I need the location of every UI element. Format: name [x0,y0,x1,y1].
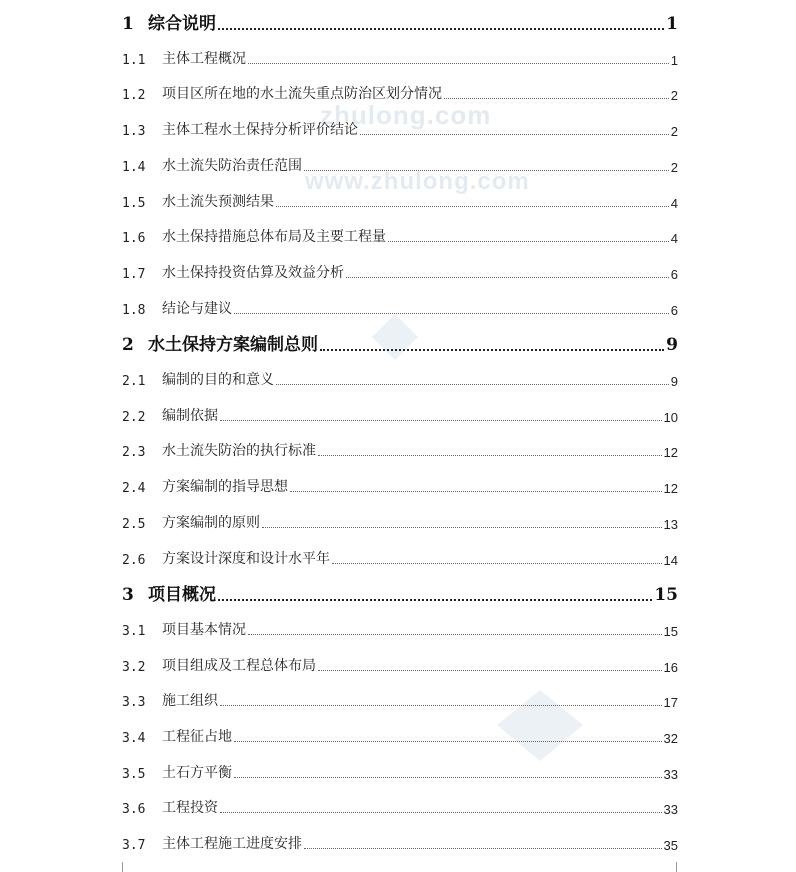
toc-title: 水土流失预测结果 [162,194,274,210]
toc-number: 3.5 [122,767,146,782]
toc-dot-leader [332,563,662,564]
toc-number: 3.3 [122,695,146,710]
toc-section-row[interactable] [122,298,678,318]
toc-section-row[interactable] [122,155,678,175]
toc-page-number: 9 [666,335,678,355]
toc-number: 3 [122,585,134,605]
toc-number: 3.2 [122,660,146,675]
toc-section-row[interactable] [122,119,678,139]
toc-title: 项目基本情况 [162,622,246,638]
toc-page-number: 35 [663,838,678,853]
toc-number: 2.4 [122,481,146,496]
toc-title: 主体工程施工进度安排 [162,836,302,852]
watermark-text-2: www.zhulong.com [305,168,530,195]
toc-dot-leader [218,599,652,601]
toc-number: 2.5 [122,517,146,532]
toc-title: 项目组成及工程总体布局 [162,658,316,674]
toc-number: 3.6 [122,802,146,817]
toc-dot-leader [234,313,669,314]
toc-title: 方案设计深度和设计水平年 [162,551,330,567]
toc-dot-leader [360,134,669,135]
toc-number: 1.6 [122,231,146,246]
toc-chapter-row[interactable] [122,333,678,355]
toc-title: 综合说明 [148,14,216,34]
toc-title: 主体工程概况 [162,51,246,67]
toc-dot-leader [276,384,669,385]
toc-page-number: 33 [663,802,678,817]
toc-number: 1.2 [122,88,146,103]
toc-page-number: 16 [663,660,678,675]
toc-number: 2.2 [122,410,146,425]
toc-title: 水土保持投资估算及效益分析 [162,265,344,281]
toc-title: 施工组织 [162,693,218,709]
toc-section-row[interactable] [122,226,678,246]
toc-dot-leader [248,63,669,64]
toc-title: 编制的目的和意义 [162,372,274,388]
toc-page-number: 9 [670,374,678,389]
toc-number: 1.1 [122,53,146,68]
toc-page-number: 10 [663,410,678,425]
toc-page-number: 6 [670,303,678,318]
toc-page-number: 15 [663,624,678,639]
toc-dot-leader [220,705,662,706]
toc-title: 项目概况 [148,585,216,605]
toc-number: 1 [122,14,134,34]
toc-title: 工程征占地 [162,729,232,745]
toc-section-row[interactable] [122,512,678,532]
toc-section-row[interactable] [122,369,678,389]
toc-dot-leader [248,634,662,635]
toc-dot-leader [318,455,662,456]
toc-number: 2 [122,335,134,355]
toc-title: 方案编制的原则 [162,515,260,531]
toc-section-row[interactable] [122,476,678,496]
toc-title: 水土流失防治责任范围 [162,158,302,174]
toc-title: 水土保持方案编制总则 [148,335,318,355]
toc-number: 3.7 [122,838,146,853]
toc-section-row[interactable] [122,440,678,460]
toc-dot-leader [290,491,662,492]
toc-dot-leader [304,848,662,849]
toc-page-number: 15 [654,585,678,605]
toc-page-number: 2 [670,88,678,103]
toc-page-number: 13 [663,517,678,532]
toc-title: 主体工程水土保持分析评价结论 [162,122,358,138]
toc-page-number: 4 [670,231,678,246]
toc-title: 方案编制的指导思想 [162,479,288,495]
toc-dot-leader [304,170,669,171]
toc-section-row[interactable] [122,833,678,853]
toc-number: 1.5 [122,196,146,211]
toc-section-row[interactable] [122,655,678,675]
toc-number: 3.4 [122,731,146,746]
toc-section-row[interactable] [122,262,678,282]
toc-section-row[interactable] [122,762,678,782]
toc-dot-leader [234,777,662,778]
toc-section-row[interactable] [122,405,678,425]
toc-title: 工程投资 [162,800,218,816]
toc-chapter-row[interactable] [122,12,678,34]
crop-mark-left [100,862,123,872]
toc-title: 结论与建议 [162,301,232,317]
toc-page-number: 4 [670,196,678,211]
toc-number: 2.6 [122,553,146,568]
toc-page-number: 14 [663,553,678,568]
toc-dot-leader [388,241,669,242]
toc-page-number: 32 [663,731,678,746]
toc-dot-leader [346,277,669,278]
crop-mark-right [676,862,699,872]
toc-section-row[interactable] [122,83,678,103]
toc-section-row[interactable] [122,690,678,710]
watermark-text-1: zhulong.com [320,100,492,130]
toc-number: 3.1 [122,624,146,639]
toc-dot-leader [444,98,669,99]
toc-dot-leader [218,28,664,30]
toc-dot-leader [320,349,664,351]
toc-page-number: 1 [666,14,678,34]
toc-page-number: 2 [670,124,678,139]
toc-section-row[interactable] [122,797,678,817]
toc-number: 2.1 [122,374,146,389]
toc-number: 1.4 [122,160,146,175]
toc-section-row[interactable] [122,548,678,568]
toc-dot-leader [262,527,662,528]
toc-section-row[interactable] [122,619,678,639]
toc-section-row[interactable] [122,48,678,68]
toc-title: 项目区所在地的水土流失重点防治区划分情况 [162,86,442,102]
toc-page-number: 1 [670,53,678,68]
toc-number: 1.7 [122,267,146,282]
toc-title: 水土保持措施总体布局及主要工程量 [162,229,386,245]
toc-dot-leader [276,206,669,207]
toc-dot-leader [220,420,662,421]
toc-page-number: 6 [670,267,678,282]
toc-title: 水土流失防治的执行标准 [162,443,316,459]
toc-dot-leader [318,670,662,671]
toc-page-number: 17 [663,695,678,710]
toc-page-number: 2 [670,160,678,175]
toc-number: 1.3 [122,124,146,139]
toc-number: 2.3 [122,445,146,460]
toc-section-row[interactable] [122,191,678,211]
toc-dot-leader [234,741,662,742]
toc-number: 1.8 [122,303,146,318]
toc-page-number: 12 [663,445,678,460]
toc-section-row[interactable] [122,726,678,746]
toc-page-number: 33 [663,767,678,782]
toc-title: 土石方平衡 [162,765,232,781]
toc-dot-leader [220,812,662,813]
toc-title: 编制依据 [162,408,218,424]
toc-page-number: 12 [663,481,678,496]
toc-chapter-row[interactable] [122,583,678,605]
